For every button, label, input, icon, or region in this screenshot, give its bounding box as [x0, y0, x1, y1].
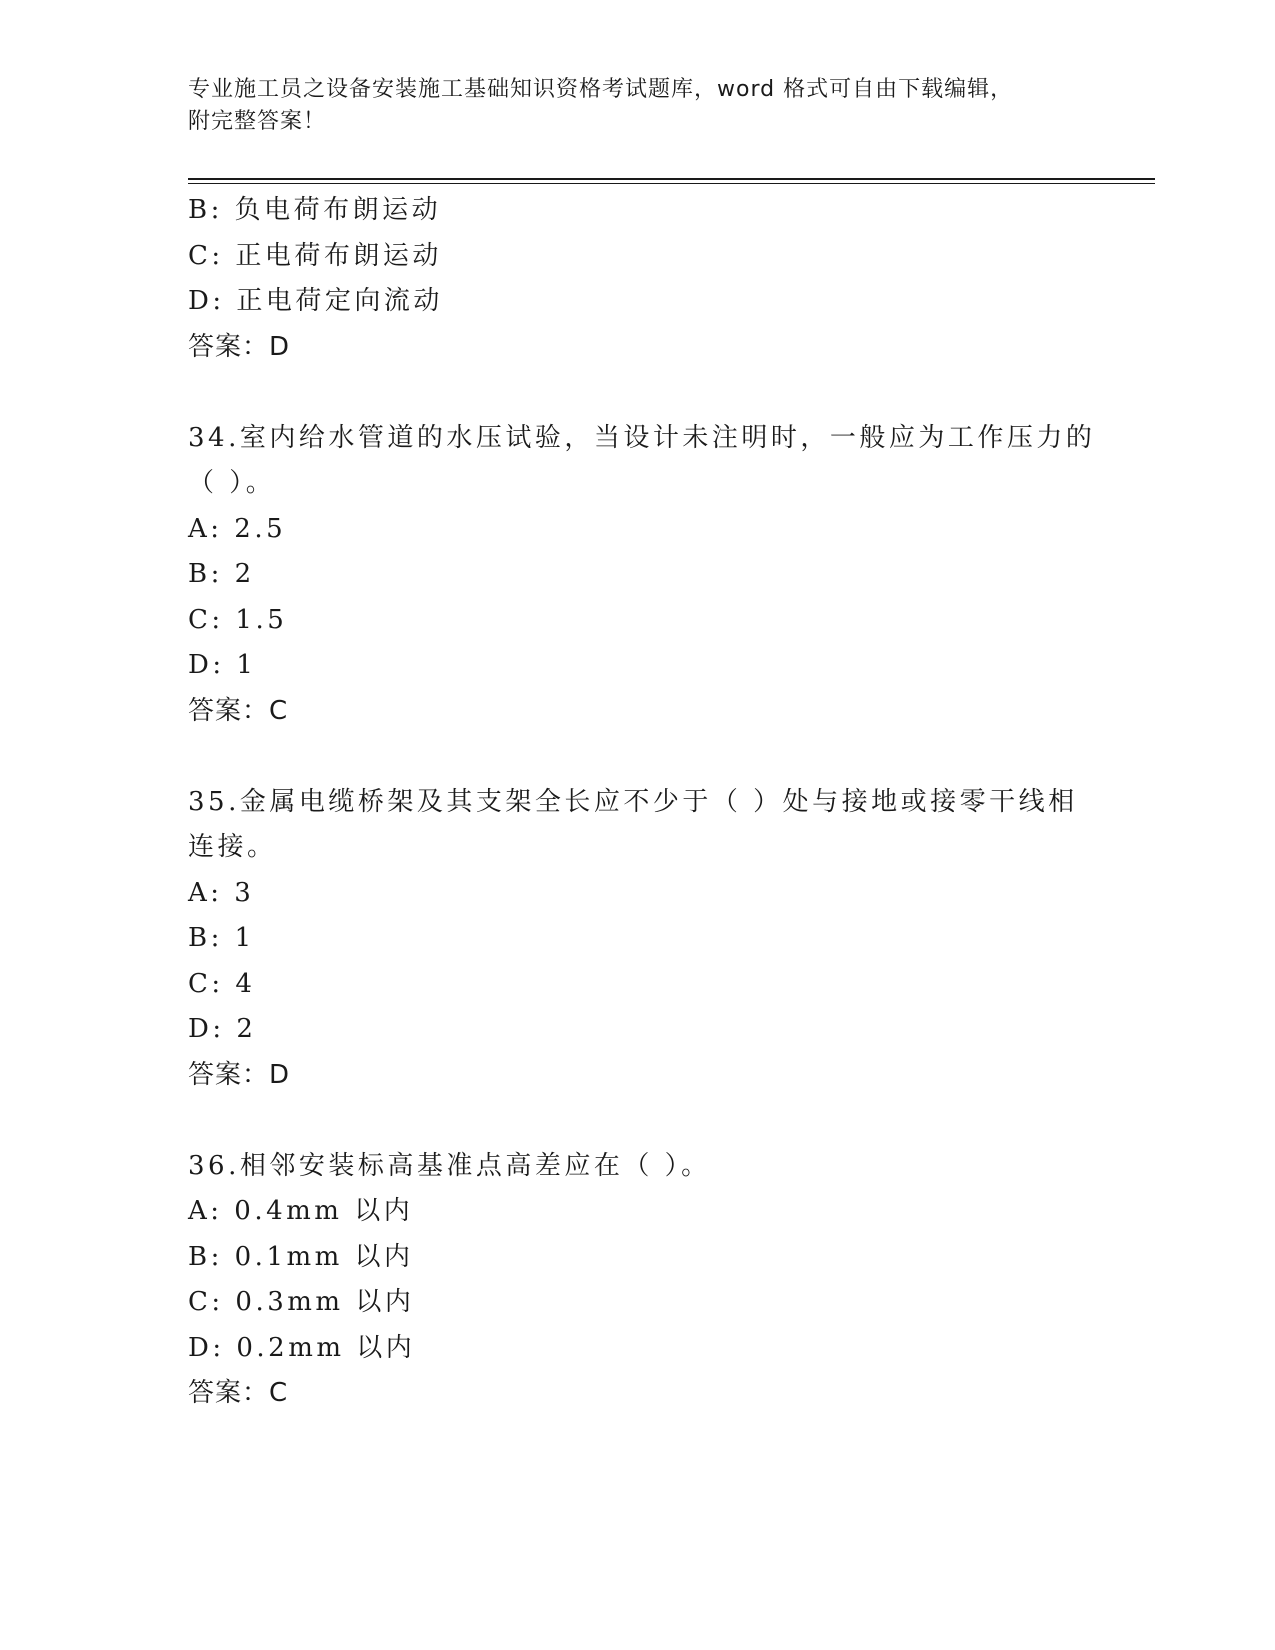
spacer	[188, 1098, 1088, 1144]
question-stem-cont: 连接。	[188, 832, 277, 862]
header-divider-thin	[188, 183, 1155, 184]
header-line-1: 专业施工员之设备安装施工基础知识资格考试题库，word 格式可自由下载编辑，	[188, 77, 1014, 102]
header-line-2: 附完整答案！	[188, 109, 327, 134]
option-a: A: 2.5	[188, 513, 287, 544]
option-c: C: 正电荷布朗运动	[188, 240, 442, 271]
spacer	[188, 370, 1088, 416]
question-list	[188, 188, 1096, 1417]
spacer	[188, 734, 1088, 780]
answer: 答案：D	[188, 331, 291, 362]
option-d: D: 0.2mm 以内	[188, 1332, 416, 1363]
option-a: A: 3	[188, 877, 255, 908]
question-33	[188, 188, 1088, 370]
question-stem: 35.金属电缆桥架及其支架全长应不少于（ ）处与接地或接零干线相	[188, 786, 1078, 817]
option-d: D: 1	[188, 650, 257, 680]
option-a: A: 0.4mm 以内	[188, 1196, 414, 1226]
document-header	[188, 74, 1088, 138]
answer: 答案：C	[188, 695, 289, 726]
question-stem: 34.室内给水管道的水压试验，当设计未注明时，一般应为工作压力的	[188, 422, 1096, 453]
question-34	[188, 416, 1096, 735]
option-c: C: 0.3mm 以内	[188, 1287, 415, 1317]
question-stem-cont: （ ）。	[188, 468, 276, 498]
header-divider-thick	[188, 178, 1155, 180]
option-c: C: 1.5	[188, 604, 288, 635]
option-c: C: 4	[188, 968, 256, 999]
question-stem: 36.相邻安装标高基准点高差应在（ ）。	[188, 1150, 711, 1181]
option-d: D: 正电荷定向流动	[188, 286, 443, 316]
option-b: B: 负电荷布朗运动	[188, 195, 442, 225]
answer: 答案：D	[188, 1059, 291, 1090]
question-35	[188, 780, 1088, 1099]
option-b: B: 0.1mm 以内	[188, 1241, 414, 1272]
option-d: D: 2	[188, 1014, 257, 1044]
option-b: B: 1	[188, 923, 255, 953]
question-36	[188, 1144, 1088, 1417]
option-b: B: 2	[188, 559, 255, 589]
answer: 答案：C	[188, 1378, 289, 1408]
